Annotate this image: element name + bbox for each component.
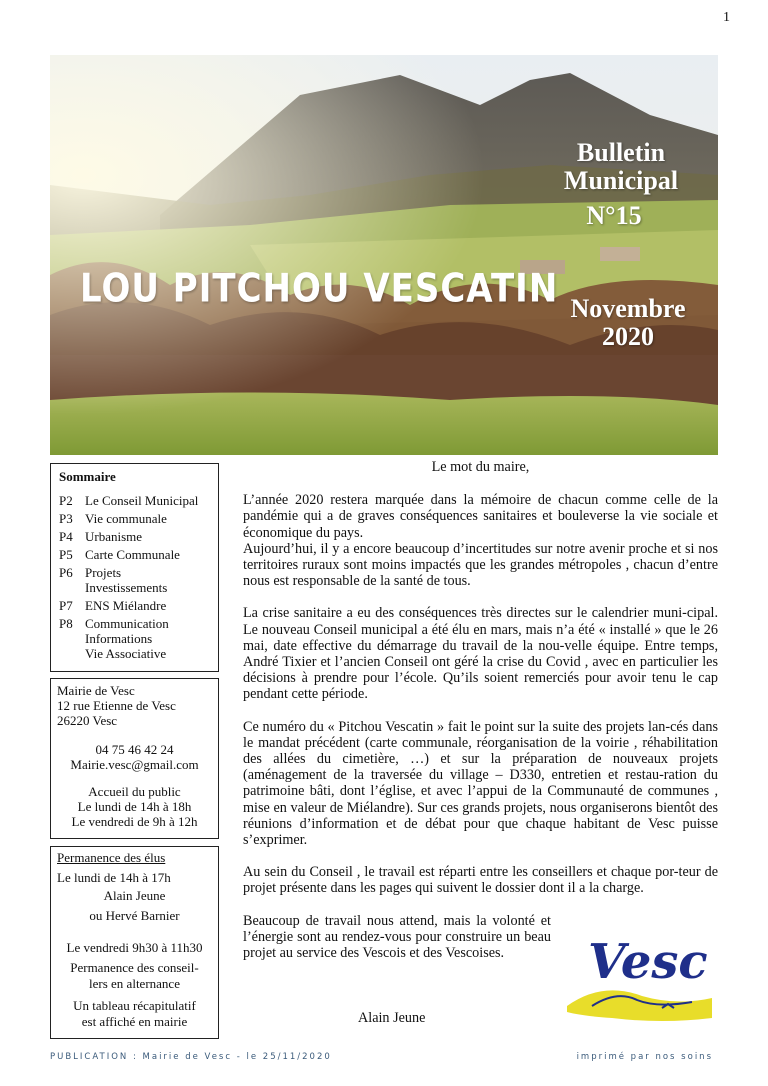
toc-title: Sommaire	[59, 469, 116, 484]
toc-label: Carte Communale	[85, 547, 180, 562]
opening-hours-monday: Le lundi de 14h à 18h	[77, 799, 192, 814]
logo-text: Vesc	[588, 934, 708, 990]
toc-item[interactable]	[59, 565, 210, 595]
vesc-logo	[562, 926, 722, 1026]
toc-page: P7	[59, 598, 73, 613]
toc-page: P6	[59, 565, 73, 580]
letter-paragraph: La crise sanitaire a eu des conséquences très directes sur le calendrier muni-cipal. Le nouveau Conseil municipal a été élu en mars, mais n’a été « installé » que le 26 mai, date effective du démarrage du travail de la nou-velle équipe. Entre temps, André Tixier et l’ancien Conseil ont géré la crise du Covid , avec en particulier les décisions à prendre pour l’école. Qu’ils soient remerciés pour avoir tenu le cap pendant cette période.	[243, 605, 718, 703]
toc-label: Communication Informations Vie Associative	[85, 616, 169, 661]
toc-item[interactable]	[59, 529, 210, 544]
phone-number: 04 75 46 42 24	[95, 742, 174, 757]
letter-paragraph: Aujourd’hui, il y a encore beaucoup d’incertitudes sur notre avenir proche et si nos territoires ruraux sont moins impactés que les grandes métropoles , chacun d’entre nous est responsable de la santé de tous.	[243, 540, 718, 590]
toc-label: Vie communale	[85, 511, 167, 526]
toc-page: P5	[59, 547, 73, 562]
toc-page: P8	[59, 616, 73, 631]
toc-label: Urbanisme	[85, 529, 143, 544]
logo-graphic	[562, 926, 722, 1026]
letter-paragraph: Ce numéro du « Pitchou Vescatin » fait le point sur la suite des projets lan-cés dans le mandat précédent (carte communale, réorganisation de la voirie , réhabilitation des allées du cimetière, …) et sur la préparation de nouveaux projets (aménagement de la traversée du village – D330, entretien et restau-ration du patrimoine bâti, dont l’église, et avec l’appui de la Communauté de communes , mise en valeur de Miélandre). Sur ces grands projets, nous organiserons bientôt des réunions d’information et de débat pour que chaque habitant de Vesc puisse s’exprimer.	[243, 718, 718, 849]
letter-paragraph: Au sein du Conseil , le travail est réparti entre les conseillers et chaque por-teur de projet présente dans les pages qui suivent le dossier dont il a la charge.	[243, 864, 718, 897]
contact-box	[50, 678, 219, 839]
toc-item[interactable]	[59, 616, 210, 661]
issue-date: Novembre 2020	[570, 294, 686, 351]
permanence-monday: Le lundi de 14h à 17h	[57, 870, 171, 885]
bulletin-title: LOU PITCHOU VESCATIN	[80, 266, 559, 312]
landscape-image	[50, 55, 718, 455]
permanence-table-note: Un tableau récapitulatif est affiché en mairie	[73, 998, 196, 1029]
issue-number: N°15	[586, 201, 642, 230]
permanence-monday-people: Alain Jeune ou Hervé Barnier	[89, 888, 180, 923]
opening-hours-title: Accueil du public	[88, 784, 181, 799]
toc-item[interactable]	[59, 493, 210, 508]
page-number: 1	[723, 10, 730, 25]
email-link[interactable]: Mairie.vesc@gmail.com	[70, 757, 199, 772]
cover-photo	[50, 55, 718, 455]
permanence-box	[50, 846, 219, 1039]
toc-item[interactable]	[59, 598, 210, 613]
mairie-address: Mairie de Vesc 12 rue Etienne de Vesc 26220 Vesc	[57, 683, 176, 728]
mayor-letter	[243, 459, 718, 977]
letter-paragraph: Beaucoup de travail nous attend, mais la volonté et l’énergie sont au rendez-vous pour construire un beau projet au service des Vescois et des Vescoises.	[243, 912, 551, 962]
toc-item[interactable]	[59, 511, 210, 526]
permanence-friday: Le vendredi 9h30 à 11h30	[66, 940, 203, 955]
mayor-signature: Alain Jeune	[358, 1010, 426, 1026]
toc-item[interactable]	[59, 547, 210, 562]
footer-printing: imprimé par nos soins	[576, 1052, 713, 1062]
letter-paragraph: L’année 2020 restera marquée dans la mémoire de chacun comme celle de la pandémie qui a de graves conséquences sanitaires et bouleverse la vie sociale et économique du pays.	[243, 492, 718, 541]
permanence-friday-note: Permanence des conseil- lers en alternance	[70, 960, 199, 991]
toc-label: Projets Investissements	[85, 565, 168, 595]
toc-label: Le Conseil Municipal	[85, 493, 199, 508]
toc-page: P3	[59, 511, 73, 526]
footer-publication: PUBLICATION : Mairie de Vesc - le 25/11/2020	[50, 1052, 332, 1062]
table-of-contents	[50, 463, 219, 672]
toc-page: P4	[59, 529, 73, 544]
bulletin-label: Bulletin Municipal	[563, 138, 679, 195]
opening-hours-friday: Le vendredi de 9h à 12h	[71, 814, 198, 829]
toc-label: ENS Miélandre	[85, 598, 167, 613]
toc-page: P2	[59, 493, 73, 508]
letter-heading: Le mot du maire,	[431, 459, 530, 475]
permanence-title: Permanence des élus	[57, 850, 166, 865]
